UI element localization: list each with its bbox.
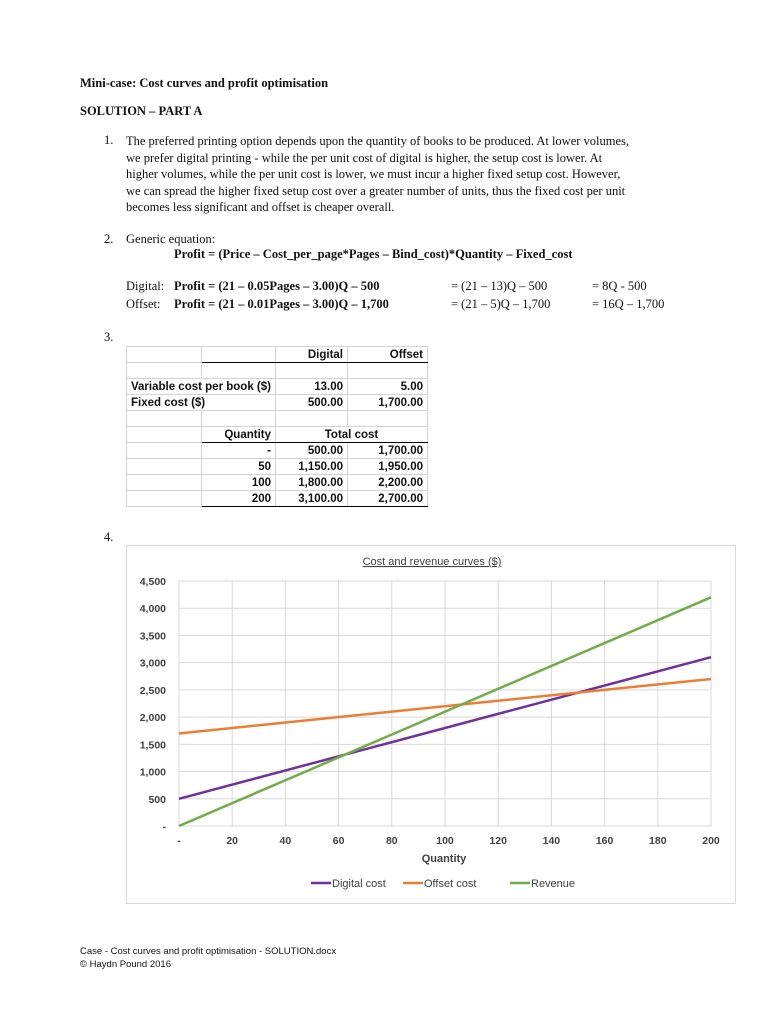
cell-digital-total: 3,100.00 (276, 491, 348, 507)
y-tick-label: 500 (148, 793, 166, 806)
table-row (127, 411, 428, 427)
cell-quantity: 50 (202, 459, 276, 475)
table-row (127, 379, 428, 395)
table-row (127, 475, 428, 491)
x-tick-label: - (177, 835, 181, 847)
item-3-number: 3. (104, 330, 114, 344)
y-axis-ticks (140, 576, 167, 833)
x-tick-label: 80 (385, 835, 398, 847)
digital-equation: Profit = (21 – 0.05Pages – 3.00)Q – 500 (174, 279, 380, 293)
item-1-line: we can spread the higher fixed setup cost over a greater number of units, thus the fixed cost per unit (126, 183, 626, 198)
y-tick-label: 2,000 (139, 712, 166, 725)
cell-variable-digital: 13.00 (276, 379, 348, 395)
cell-quantity: 200 (202, 491, 276, 507)
table-row (127, 459, 428, 475)
table-row (127, 443, 428, 459)
cell-quantity: 100 (202, 475, 276, 491)
table-row (127, 427, 428, 443)
x-axis-label: Quantity (421, 853, 467, 865)
offset-equation-result: = 16Q – 1,700 (592, 297, 665, 311)
cost-revenue-chart (127, 546, 735, 903)
cell-digital-total: 1,150.00 (276, 459, 348, 475)
chart-container (126, 545, 736, 904)
page-title: Mini-case: Cost curves and profit optimisation (80, 76, 329, 90)
offset-equation: Profit = (21 – 0.01Pages – 3.00)Q – 1,700 (174, 297, 389, 311)
item-1-line: we prefer digital printing - while the per unit cost of digital is higher, the setup cost is lower. At (126, 150, 603, 165)
cell-fixed-offset: 1,700.00 (348, 395, 428, 411)
x-tick-label: 200 (702, 835, 720, 847)
y-tick-label: - (162, 821, 166, 833)
item-4-number: 4. (104, 530, 114, 544)
item-2-number: 2. (104, 232, 114, 246)
footer-filename: Case - Cost curves and profit optimisation - SOLUTION.docx (80, 946, 337, 957)
col-header-total-cost: Total cost (276, 427, 428, 443)
table-row (127, 395, 428, 411)
item-1-line: becomes less significant and offset is cheaper overall. (126, 200, 395, 214)
x-tick-label: 180 (649, 835, 667, 847)
y-tick-label: 3,000 (139, 657, 166, 670)
table-row (127, 347, 428, 363)
cell-fixed-digital: 500.00 (276, 395, 348, 411)
legend-label: Offset cost (424, 878, 477, 890)
cell-quantity: - (202, 443, 276, 459)
item-1-paragraph (126, 133, 696, 216)
x-tick-label: 100 (436, 835, 454, 847)
cost-table (126, 346, 428, 507)
chart-title: Cost and revenue curves ($) (362, 556, 502, 568)
y-tick-label: 1,500 (139, 739, 166, 752)
col-header-offset: Offset (348, 347, 428, 363)
row-label-fixed-cost: Fixed cost ($) (127, 395, 276, 411)
chart-legend (311, 878, 575, 890)
footer (80, 945, 336, 971)
x-tick-label: 160 (595, 835, 614, 847)
digital-equation-step: = (21 – 13)Q – 500 (451, 279, 548, 293)
generic-equation: Profit = (Price – Cost_per_page*Pages – Bind_cost)*Quantity – Fixed_cost (174, 247, 573, 261)
digital-label: Digital: (126, 279, 165, 293)
item-1-line: higher volumes, while the per unit cost is lower, we must incur a higher fixed setup cost. However, (126, 167, 621, 181)
x-axis-ticks (177, 835, 720, 847)
y-tick-label: 1,000 (139, 766, 166, 779)
generic-equation-intro: Generic equation: (126, 232, 216, 246)
col-header-quantity: Quantity (202, 427, 276, 443)
row-label-variable-cost: Variable cost per book ($) (127, 379, 276, 395)
cell-offset-total: 1,950.00 (348, 459, 428, 475)
x-tick-label: 140 (542, 835, 561, 847)
y-tick-label: 4,000 (139, 603, 166, 616)
cell-variable-offset: 5.00 (348, 379, 428, 395)
cell-offset-total: 1,700.00 (348, 443, 428, 459)
col-header-digital: Digital (276, 347, 348, 363)
y-tick-label: 3,500 (139, 630, 166, 643)
y-tick-label: 2,500 (139, 684, 166, 697)
table-row (127, 491, 428, 507)
offset-equation-step: = (21 – 5)Q – 1,700 (451, 297, 551, 311)
cell-digital-total: 500.00 (276, 443, 348, 459)
cell-offset-total: 2,200.00 (348, 475, 428, 491)
item-1-number: 1. (104, 133, 114, 147)
chart-gridlines (179, 581, 711, 826)
digital-equation-result: = 8Q - 500 (592, 279, 647, 293)
x-tick-label: 60 (332, 835, 345, 847)
offset-label: Offset: (126, 297, 161, 311)
legend-label: Digital cost (332, 878, 386, 890)
legend-label: Revenue (531, 878, 576, 890)
section-subheading: SOLUTION – PART A (80, 104, 203, 118)
x-tick-label: 20 (226, 835, 239, 847)
x-tick-label: 40 (279, 835, 292, 847)
item-1-line: The preferred printing option depends upon the quantity of books to be produced. At lower volumes, (126, 134, 630, 148)
table-row (127, 363, 428, 379)
x-tick-label: 120 (489, 835, 507, 847)
y-tick-label: 4,500 (139, 576, 166, 588)
cell-offset-total: 2,700.00 (348, 491, 428, 507)
footer-copyright: © Haydn Pound 2016 (80, 959, 171, 970)
cell-digital-total: 1,800.00 (276, 475, 348, 491)
